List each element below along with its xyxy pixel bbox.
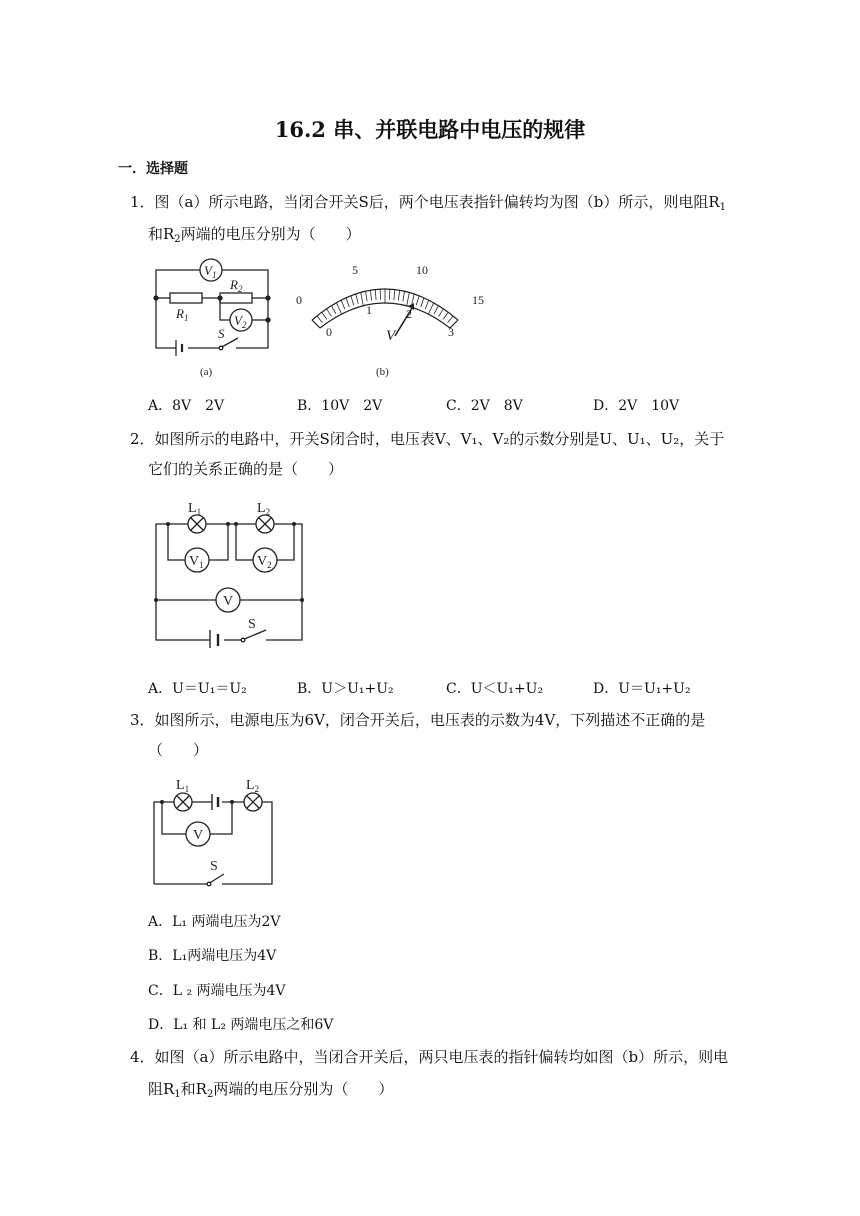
meter-tick — [394, 290, 395, 300]
meter-tick — [322, 312, 327, 319]
q2-option-d[interactable]: D．U＝U₁+U₂ — [593, 681, 691, 697]
outer-tick-5: 5 — [352, 263, 358, 277]
meter-tick — [421, 298, 424, 307]
meter-tick — [412, 294, 414, 304]
q1-option-a[interactable]: A．8V 2V — [148, 398, 225, 414]
q2-v1-label: $V_1$ — [189, 554, 204, 570]
meter-tick — [416, 296, 419, 306]
q3-option-a[interactable]: A．L₁ 两端电压为2V — [148, 914, 281, 930]
question-1-sub: 1 — [719, 202, 727, 213]
outer-tick-15: 15 — [472, 293, 484, 307]
q4-line2-a: 阻R — [148, 1080, 175, 1098]
question-4-line-2 — [148, 1075, 393, 1109]
question-2-line-2: 它们的关系正确的是（ ） — [148, 460, 344, 478]
outer-tick-0: 0 — [296, 293, 302, 307]
q1-option-d[interactable]: D．2V 10V — [593, 398, 680, 414]
q3-switch-label: S — [210, 859, 218, 874]
question-1-text: 1．图（a）所示电路，当闭合开关S后，两个电压表指针偏转均为图（b）所示，则电阻R — [130, 193, 720, 211]
meter-tick — [375, 290, 376, 300]
q3-l1-label: $L_1$ — [176, 778, 190, 794]
meter-tick — [434, 306, 438, 314]
q1-option-c[interactable]: C．2V 8V — [446, 398, 523, 414]
inner-tick-3: 3 — [448, 325, 454, 339]
question-1-line-2 — [148, 220, 361, 254]
q2-l1-label: $L_1$ — [188, 501, 202, 517]
q1-circuit-diagram-a — [148, 256, 276, 382]
question-1-line-1 — [130, 188, 726, 222]
meter-tick — [341, 300, 345, 309]
meter-tick — [327, 309, 332, 317]
meter-tick — [448, 316, 454, 323]
q1-line2-a: 和R — [148, 225, 175, 243]
q4-line2-b: 和R — [180, 1080, 207, 1098]
inner-tick-0: 0 — [326, 325, 332, 339]
inner-tick-1: 1 — [366, 303, 372, 317]
q2-circuit-diagram — [148, 496, 310, 648]
q3-option-b[interactable]: B．L₁两端电压为4V — [148, 948, 277, 964]
meter-tick — [403, 291, 405, 301]
page-title: 16.2 串、并联电路中电压的规律 — [274, 117, 586, 142]
inner-tick-2: 2 — [406, 307, 412, 321]
q2-l2-label: $L_2$ — [257, 501, 271, 517]
q1-r2-label: $R_2$ — [230, 277, 243, 294]
meter-tick — [439, 309, 444, 317]
q3-option-d[interactable]: D．L₁ 和 L₂ 两端电压之和6V — [148, 1017, 334, 1033]
q1-v1-label: $V_1$ — [204, 263, 217, 280]
meter-tick — [361, 292, 364, 305]
meter-tick — [331, 306, 335, 314]
q2-v-label: V — [223, 594, 234, 609]
q1-option-b[interactable]: B．10V 2V — [297, 398, 383, 414]
q1-switch-label: S — [218, 326, 225, 341]
q1-voltmeter-dial-b — [290, 258, 490, 382]
question-3-line-1: 3．如图所示，电源电压为6V，闭合开关后，电压表的示数为4V，下列描述不正确的是 — [130, 711, 706, 729]
q4-line2-sub1: 1 — [174, 1089, 181, 1100]
outer-tick-10: 10 — [416, 263, 428, 277]
q3-circuit-diagram — [148, 772, 278, 890]
meter-tick — [317, 316, 323, 323]
q3-option-c[interactable]: C．L ₂ 两端电压为4V — [148, 983, 286, 999]
section-heading: 一．选择题 — [118, 161, 188, 177]
q1-line2-b: 两端的电压分别为（ ） — [180, 225, 361, 243]
q1-v2-label: $V_2$ — [234, 313, 247, 330]
q2-option-b[interactable]: B．U＞U₁+U₂ — [297, 681, 394, 697]
meter-tick — [407, 292, 410, 305]
q2-switch-label: S — [248, 617, 256, 632]
q1-caption-a: (a) — [200, 366, 213, 378]
q3-l2-label: $L_2$ — [246, 778, 260, 794]
q1-caption-b: (b) — [376, 366, 389, 378]
q2-option-c[interactable]: C．U＜U₁+U₂ — [446, 681, 544, 697]
meter-tick — [428, 303, 433, 314]
q4-line2-c: 两端的电压分别为（ ） — [213, 1080, 394, 1098]
meter-tick — [370, 290, 371, 300]
question-2-line-1: 2．如图所示的电路中，开关S闭合时，电压表V、V₁、V₂的示数分别是U、U₁、U₂，关于 — [130, 430, 725, 448]
question-3-line-2: （ ） — [148, 741, 209, 759]
meter-tick — [346, 298, 349, 307]
meter-tick — [312, 320, 320, 328]
meter-tick — [351, 296, 354, 306]
meter-unit: V — [386, 328, 396, 344]
q1-r1-label: $R_1$ — [176, 306, 189, 323]
meter-tick — [443, 312, 448, 319]
q1-line2-sub: 2 — [174, 234, 181, 245]
q4-line2-sub2: 2 — [206, 1089, 214, 1100]
meter-tick — [425, 300, 429, 309]
q2-v2-label: $V_2$ — [257, 554, 272, 570]
meter-tick — [366, 291, 368, 301]
meter-tick — [336, 303, 341, 314]
question-4-line-1: 4．如图（a）所示电路中，当闭合开关后，两只电压表的指针偏转均如图（b）所示，则电 — [130, 1048, 729, 1066]
q2-option-a[interactable]: A．U＝U₁＝U₂ — [148, 681, 247, 697]
meter-tick — [398, 290, 399, 300]
meter-tick — [356, 294, 358, 304]
q3-v-label: V — [193, 828, 204, 843]
